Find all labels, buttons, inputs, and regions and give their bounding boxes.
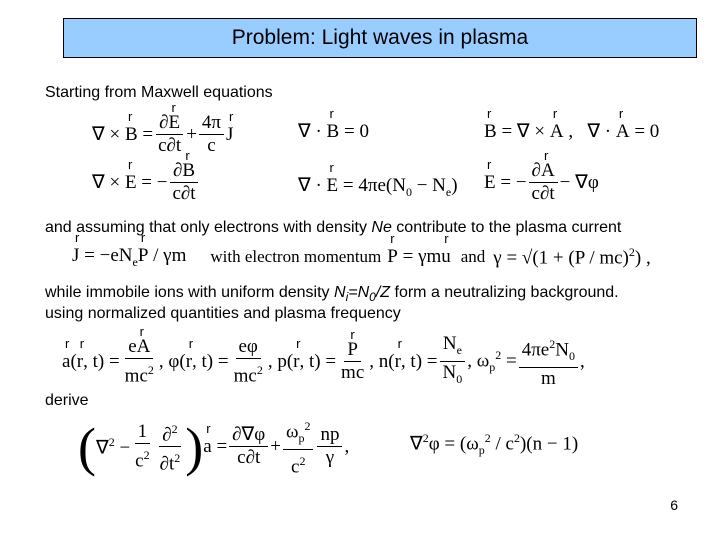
page-number: 6 [670, 497, 678, 513]
title-box [63, 18, 697, 58]
assumption-text: and assuming that only electrons with density Ne contribute to the plasma current [45, 219, 622, 236]
eq-current: r $J = -eN_er$ P / γm with electron momentum r P = γmr u and γ = √(1 + (P / mc)$^2$) , [72, 245, 651, 270]
eq-faraday: ∇ × r E = − $\frac{\text{∂r B}}{c\partial t}$ [92, 160, 201, 205]
and-text: and [460, 247, 486, 267]
eq-wave: ( ∇$^2$ − $\frac{1}{c^2}$ $\frac{\partial^2}{\partial t^2}$ ) r a = $\frac{\partial\nabla\varphi}{c\partial t}$ + $\frac{\omega_p^2}{c^2}$ $\frac{np}{\gamma}$ , [78, 415, 349, 478]
eq-gauss-e: ∇ · r $E = 4\pi e(N_0 - N_e)$ [298, 174, 458, 200]
normalized-text: using normalized quantities and plasma frequency [45, 305, 401, 322]
momentum-text: with electron momentum [210, 247, 382, 267]
eq-ampere: ∇ × r B = $\frac{\text{∂r E}}{c\partial t}$ + $\frac{4\pi}{c}$ r J [92, 112, 233, 157]
ions-text: while immobile ions with uniform density $N_i=N_0/Z$ form a neutralizing background. [45, 284, 619, 305]
eq-gauss-b: ∇ · r B = 0 [298, 120, 369, 143]
intro-text: Starting from Maxwell equations [45, 84, 273, 101]
eq-potential-e: r E = − $\frac{\text{∂r A}}{c\partial t}$ − ∇φ [484, 160, 599, 205]
slide-title: Problem: Light waves in plasma [231, 26, 529, 49]
derive-text: derive [45, 392, 89, 409]
eq-poisson: $\nabla^2\varphi = (\omega_p^2 / c^2)(n - 1)$ [410, 431, 579, 458]
eq-potential-b: r B = ∇ × r A , ∇ · r A = 0 [484, 120, 659, 143]
eq-normalized: r a(r r, t) = $\frac{\text{er A}}{mc^2}$ , φ(r r, t) = $\frac{e\varphi}{mc^2}$ , p(r r, t) = r $\frac{P}{mc}$ , n(r r, t) = $\frac{N_e}{N_0}$ , $\omega_p^2$ = $\frac{4\pi e^2N_0}{m}$ , [62, 333, 585, 390]
